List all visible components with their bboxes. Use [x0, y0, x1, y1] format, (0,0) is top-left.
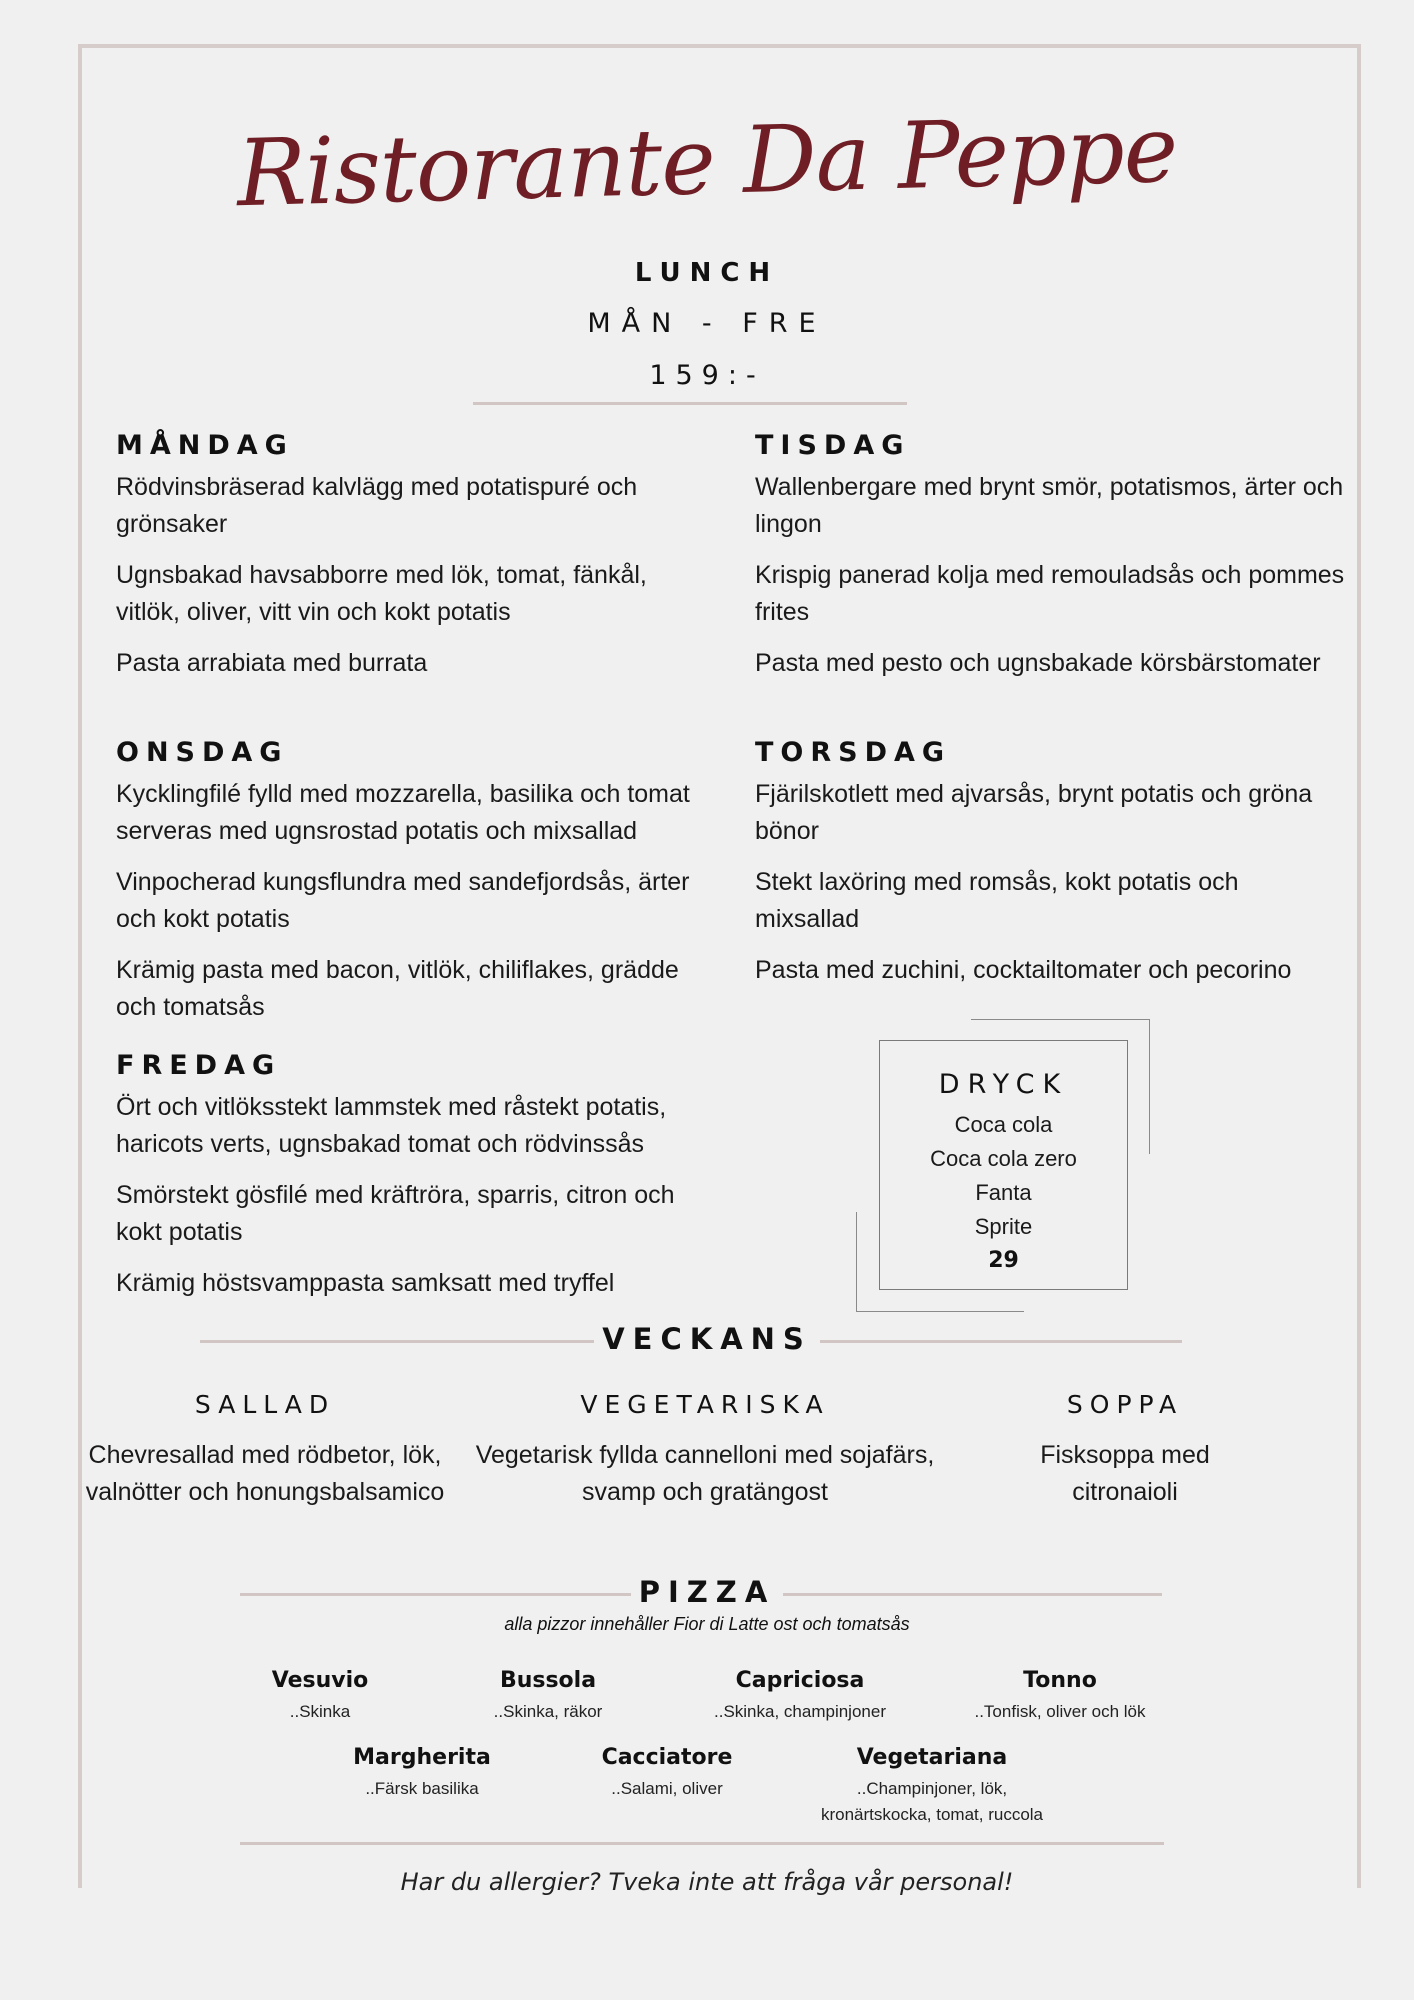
pizza-item: [220, 1668, 420, 1725]
restaurant-title: Ristorante Da Peppe: [235, 95, 1179, 228]
lunch-heading: LUNCH: [634, 258, 780, 288]
dish: Pasta arrabiata med burrata: [116, 649, 428, 677]
pizza-name: Bussola: [499, 1668, 597, 1693]
weekly-item-desc: Fisksoppa med citronaioli: [1040, 1441, 1210, 1506]
day-title: ONSDAG: [116, 737, 289, 768]
dish: Krispig panerad kolja med remouladsås och pommes frites: [755, 561, 1345, 626]
drinks-title: DRYCK: [938, 1069, 1069, 1100]
weekly-heading: [0, 1322, 1414, 1356]
day-title: TISDAG: [755, 430, 911, 461]
box-deco-line: [971, 1019, 1150, 1020]
weekly-soup: [1010, 1390, 1240, 1511]
pizza-item: [680, 1668, 920, 1725]
dish: Ugnsbakad havsabborre med lök, tomat, fänkål, vitlök, oliver, vitt vin och kokt potatis: [116, 561, 647, 626]
pizza-item: [802, 1745, 1062, 1828]
day-title: MÅNDAG: [116, 430, 294, 461]
day-title: FREDAG: [116, 1050, 282, 1081]
box-deco-line: [856, 1212, 857, 1312]
dish: Stekt laxöring med romsås, kokt potatis och mixsallad: [755, 868, 1239, 933]
weekly-title: VECKANS: [594, 1322, 820, 1356]
dish: Vinpocherad kungsflundra med sandefjordsås, ärter och kokt potatis: [116, 868, 690, 933]
day-friday: [116, 1050, 716, 1316]
pizza-ingredients: ..Skinka, champinjoner: [714, 1702, 886, 1721]
pizza-item: [322, 1745, 522, 1802]
weekly-item-title: SOPPA: [1066, 1390, 1184, 1419]
weekday-range: MÅN - FRE: [587, 308, 827, 339]
day-title: TORSDAG: [755, 737, 952, 768]
pizza-ingredients: ..Salami, oliver: [611, 1779, 723, 1798]
box-deco-line: [1149, 1019, 1150, 1154]
weekly-salad: [80, 1390, 450, 1511]
pizza-ingredients: ..Skinka: [289, 1702, 351, 1721]
lunch-price: 159:-: [649, 360, 765, 391]
day-thursday: [755, 737, 1345, 1003]
drink-item: Coca cola: [954, 1112, 1053, 1137]
pizza-item: [567, 1745, 767, 1802]
pizza-note: alla pizzor innehåller Fior di Latte ost och tomatsås: [504, 1614, 910, 1634]
dish: Krämig pasta med bacon, vitlök, chiliflakes, grädde och tomatsås: [116, 956, 679, 1021]
pizza-name: Tonno: [1023, 1668, 1097, 1693]
footer-divider: [240, 1842, 1164, 1845]
pizza-ingredients: ..Skinka, räkor: [493, 1702, 603, 1721]
dish: Wallenbergare med brynt smör, potatismos, ärter och lingon: [755, 473, 1344, 538]
weekly-item-title: VEGETARISKA: [580, 1390, 830, 1419]
dish: Pasta med pesto och ugnsbakade körsbärstomater: [755, 649, 1321, 677]
pizza-name: Capriciosa: [735, 1668, 865, 1693]
drinks-price: 29: [988, 1248, 1019, 1273]
weekly-vegetarian: [470, 1390, 940, 1511]
pizza-name: Cacciatore: [601, 1745, 733, 1770]
pizza-heading: [0, 1575, 1414, 1609]
weekly-item-desc: Vegetarisk fyllda cannelloni med sojafärs, svamp och gratängost: [475, 1441, 935, 1506]
day-tuesday: [755, 430, 1345, 696]
pizza-ingredients: ..Champinjoner, lök, kronärtskocka, tomat, ruccola: [820, 1779, 1044, 1824]
pizza-name: Vesuvio: [271, 1668, 369, 1693]
dish: Ört och vitlöksstekt lammstek med råstekt potatis, haricots verts, ugnsbakad tomat och rödvinssås: [116, 1093, 667, 1158]
pizza-item: [448, 1668, 648, 1725]
pizza-item: [940, 1668, 1180, 1725]
dish: Smörstekt gösfilé med kräftröra, sparris, citron och kokt potatis: [116, 1181, 675, 1246]
dish: Krämig höstsvamppasta samksatt med tryffel: [116, 1269, 615, 1297]
drinks-box: [879, 1040, 1128, 1290]
pizza-name: Vegetariana: [856, 1745, 1008, 1770]
dish: Pasta med zuchini, cocktailtomater och pecorino: [755, 956, 1292, 984]
header-divider: [473, 402, 907, 405]
day-monday: [116, 430, 716, 696]
pizza-title: PIZZA: [631, 1575, 784, 1609]
drink-item: Coca cola zero: [930, 1146, 1077, 1171]
box-deco-line: [856, 1311, 1024, 1312]
weekly-item-title: SALLAD: [194, 1390, 336, 1419]
pizza-ingredients: ..Tonfisk, oliver och lök: [974, 1702, 1146, 1721]
drink-item: Fanta: [975, 1180, 1032, 1205]
weekly-item-desc: Chevresallad med rödbetor, lök, valnötter och honungsbalsamico: [85, 1441, 445, 1506]
allergy-note: Har du allergier? Tveka inte att fråga vår personal!: [400, 1868, 1014, 1896]
dish: Fjärilskotlett med ajvarsås, brynt potatis och gröna bönor: [755, 780, 1313, 845]
pizza-ingredients: ..Färsk basilika: [365, 1779, 479, 1798]
pizza-name: Margherita: [353, 1745, 491, 1770]
dish: Rödvinsbräserad kalvlägg med potatispuré och grönsaker: [116, 473, 638, 538]
drink-item: Sprite: [974, 1214, 1033, 1239]
day-wednesday: [116, 737, 716, 1040]
dish: Kycklingfilé fylld med mozzarella, basilika och tomat serveras med ugnsrostad potatis och mixsallad: [116, 780, 690, 845]
